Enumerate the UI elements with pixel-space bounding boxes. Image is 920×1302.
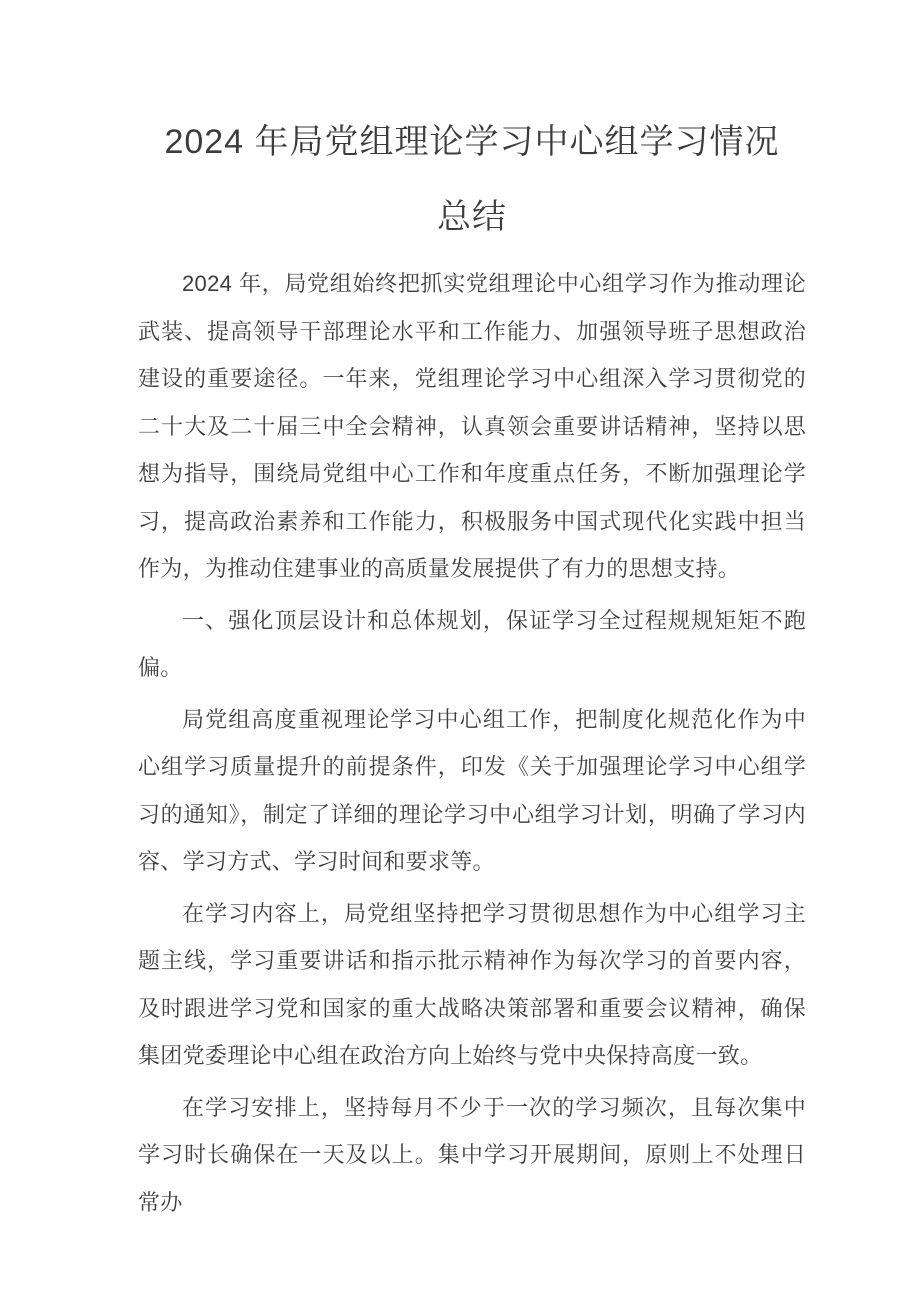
title-line-2: 总结 xyxy=(437,198,507,236)
paragraph-system-building: 局党组高度重视理论学习中心组工作，把制度化规范化作为中心组学习质量提升的前提条件，印发《关于加强理论学习中心组学习的通知》，制定了详细的理论学习中心组学习计划，明确了学习内容、学习方式、学习时间和要求等。 xyxy=(138,706,806,874)
paragraph-learning-content: 在学习内容上，局党组坚持把学习贯彻思想作为中心组学习主题主线，学习重要讲话和指示批示精神作为每次学习的首要内容，及时跟进学习党和国家的重大战略决策部署和重要会议精神，确保集团党委理论中心组在政治方向上始终与党中央保持高度一致。 xyxy=(138,900,806,1068)
document-body xyxy=(138,255,806,1226)
document-content xyxy=(138,0,806,1230)
title-line-1: 2024 年局党组理论学习中心组学习情况 xyxy=(164,123,780,161)
paragraph-learning-schedule: 在学习安排上，坚持每月不少于一次的学习频次，且每次集中学习时长确保在一天及以上。集中学习开展期间，原则上不处理日常办 xyxy=(138,1094,806,1215)
paragraph-section-heading: 一、强化顶层设计和总体规划，保证学习全过程规规矩矩不跑偏。 xyxy=(138,607,806,680)
document-title xyxy=(138,0,806,255)
paragraph-intro: 2024 年，局党组始终把抓实党组理论中心组学习作为推动理论武装、提高领导干部理论水平和工作能力、加强领导班子思想政治建设的重要途径。一年来，党组理论学习中心组深入学习贯彻党的二十大及二十届三中全会精神，认真领会重要讲话精神，坚持以思想为指导，围绕局党组中心工作和年度重点任务，不断加强理论学习，提高政治素养和工作能力，积极服务中国式现代化实践中担当作为，为推动住建事业的高质量发展提供了有力的思想支持。 xyxy=(138,271,806,581)
